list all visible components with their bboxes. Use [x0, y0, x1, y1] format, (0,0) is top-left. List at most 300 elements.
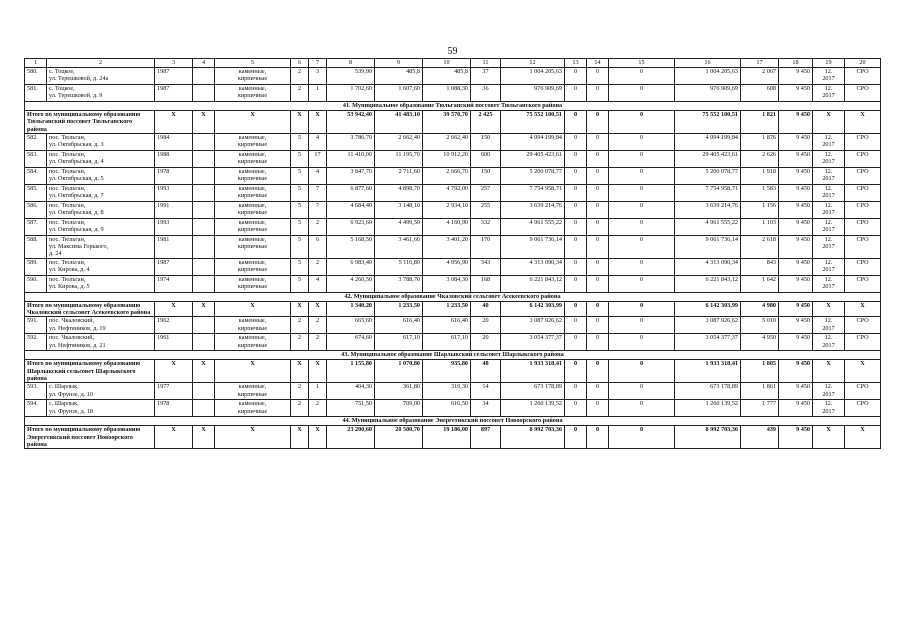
data-value: 0 [609, 218, 675, 235]
total-value: X [291, 360, 309, 383]
data-value: 0 [565, 235, 587, 258]
repair-deadline [813, 201, 845, 218]
total-label: Итого по муниципальному образованию Шарлыкский сельсовет Шарлыкского района [25, 360, 155, 383]
repair-deadline-line2: 2017 [822, 75, 835, 83]
wall-material [215, 235, 291, 258]
address-line2: ул. Октябрьская, д. 9 [49, 226, 104, 234]
address-line1: пос. Тюльган, [49, 201, 86, 209]
repair-deadline [813, 184, 845, 201]
row-number: 582. [25, 133, 47, 150]
data-value: 5 [291, 184, 309, 201]
column-number: 1 [25, 59, 47, 68]
total-value: 9 450 [779, 111, 813, 134]
wall-material [215, 383, 291, 400]
data-value: 4 313 090,34 [675, 258, 741, 275]
data-value: 7 754 958,71 [675, 184, 741, 201]
repair-deadline-line2: 2017 [822, 266, 835, 274]
data-value: 3 639 214,76 [675, 201, 741, 218]
data-value: 0 [565, 85, 587, 102]
repair-deadline [813, 317, 845, 334]
data-value: 2 [291, 85, 309, 102]
total-value: 935,80 [423, 360, 471, 383]
wall-material [215, 150, 291, 167]
data-value: 3 054 377,37 [501, 334, 565, 351]
repair-deadline-line1: 12. [824, 184, 833, 192]
data-value: 5 [291, 258, 309, 275]
repair-deadline-line2: 2017 [822, 175, 835, 183]
wall-material-line1: каменные, [238, 68, 267, 75]
data-value: 3 148,10 [375, 201, 423, 218]
total-value: 1 070,80 [375, 360, 423, 383]
address [47, 218, 155, 235]
address [47, 258, 155, 275]
data-value: 2 934,10 [423, 201, 471, 218]
data-value: 1 [309, 85, 327, 102]
section-title: 41. Муниципальное образование Тюльганский поссовет Тюльганского района [25, 102, 881, 111]
wall-material [215, 334, 291, 351]
data-value: 3 786,70 [327, 133, 375, 150]
data-value: 332 [471, 218, 501, 235]
column-number-row [25, 59, 881, 68]
address [47, 334, 155, 351]
column-number: 17 [741, 59, 779, 68]
data-value: 17 [309, 150, 327, 167]
repair-deadline [813, 400, 845, 417]
data-value: 0 [609, 275, 675, 292]
data-value: 1 918 [741, 167, 779, 184]
address-line1: с. Тоцкое, [49, 85, 75, 92]
repair-deadline-line1: 12. [824, 275, 833, 283]
data-value: 616,40 [375, 317, 423, 334]
data-value: 6 923,60 [327, 218, 375, 235]
year-built: 1988 [155, 150, 193, 167]
repair-method: СРО [845, 400, 881, 417]
wall-material-line1: каменные, [238, 150, 267, 158]
data-value: 0 [609, 150, 675, 167]
data-value: 539,90 [327, 68, 375, 85]
data-value: 9 450 [779, 184, 813, 201]
address-line2: ул. Октябрьская, д. 5 [49, 175, 104, 183]
column-number: 11 [471, 59, 501, 68]
data-value: 1 004 205,63 [675, 68, 741, 85]
address-line: пос. Тюльган, [49, 235, 86, 243]
column-number: 20 [845, 59, 881, 68]
address-line2: ул. Терешковой, д. 9 [49, 92, 103, 100]
year-built: 1984 [155, 133, 193, 150]
data-value: 1 583 [741, 184, 779, 201]
address-line1: пос. Тюльган, [49, 150, 86, 158]
data-value: 5 010 [741, 317, 779, 334]
address-line2: ул. Фрунзе, д. 10 [49, 390, 94, 398]
wall-material [215, 184, 291, 201]
year-built: 1978 [155, 167, 193, 184]
total-value: X [813, 111, 845, 134]
year-commissioned [193, 218, 215, 235]
data-value: 9 450 [779, 150, 813, 167]
section-header-row [25, 102, 881, 111]
repair-deadline-line2: 2017 [822, 158, 835, 166]
total-label: Итого по муниципальному образованию Чкаловский сельсовет Асекеевского района [25, 301, 155, 317]
address-line: д. 24 [49, 250, 62, 258]
wall-material-line1: каменные, [238, 201, 267, 209]
repair-deadline [813, 218, 845, 235]
data-value: 10 912,20 [423, 150, 471, 167]
repair-deadline-line1: 12. [824, 383, 833, 391]
data-value: 1 876 [741, 133, 779, 150]
data-value: 5 [291, 133, 309, 150]
column-number: 13 [565, 59, 587, 68]
data-value: 3 401,20 [423, 235, 471, 258]
data-value: 9 061 736,14 [501, 235, 565, 258]
data-value: 29 405 423,61 [501, 150, 565, 167]
wall-material [215, 275, 291, 292]
data-value: 3 847,70 [327, 167, 375, 184]
section-title: 42. Муниципальное образование Чкаловский сельсовет Асекеевского района [25, 292, 881, 301]
data-value: 0 [565, 334, 587, 351]
data-value: 0 [609, 133, 675, 150]
address-line1: пос. Тюльган, [49, 258, 86, 266]
data-value: 0 [565, 275, 587, 292]
wall-material-line2: кирпичные [237, 75, 268, 83]
year-built: 1961 [155, 334, 193, 351]
address [47, 317, 155, 334]
total-value: 1 340,20 [327, 301, 375, 317]
wall-material-line2: кирпичные [237, 92, 268, 100]
row-number: 586. [25, 201, 47, 218]
data-value: 4 898,70 [375, 184, 423, 201]
data-value: 168 [471, 275, 501, 292]
data-value: 5 [291, 275, 309, 292]
total-value: 23 200,60 [327, 426, 375, 449]
address-line2: ул. Фрунзе, д. 18 [49, 407, 94, 415]
wall-material [215, 201, 291, 218]
repair-deadline-line1: 12. [824, 150, 833, 158]
data-value: 0 [565, 218, 587, 235]
repair-deadline-line2: 2017 [822, 92, 835, 100]
address [47, 184, 155, 201]
data-value: 2 [309, 258, 327, 275]
data-value: 4 260,50 [327, 275, 375, 292]
wall-material-line1: каменные, [238, 334, 267, 342]
data-value: 34 [471, 400, 501, 417]
total-value: 48 [471, 360, 501, 383]
total-value: 41 483,10 [375, 111, 423, 134]
repair-method: СРО [845, 317, 881, 334]
row-number: 588. [25, 235, 47, 258]
year-commissioned [193, 150, 215, 167]
repair-method: СРО [845, 150, 881, 167]
data-value: 1 607,60 [375, 85, 423, 102]
column-number: 15 [609, 59, 675, 68]
wall-material-line2: кирпичные [237, 175, 268, 183]
building-row [25, 150, 881, 167]
data-value: 36 [471, 85, 501, 102]
data-value: 0 [565, 201, 587, 218]
repair-deadline [813, 334, 845, 351]
total-value: 8 992 703,36 [501, 426, 565, 449]
data-value: 4 950 [741, 334, 779, 351]
year-commissioned [193, 317, 215, 334]
year-commissioned [193, 275, 215, 292]
housing-register-table [24, 58, 881, 449]
wall-material-line1: каменные, [238, 133, 267, 141]
data-value: 9 450 [779, 275, 813, 292]
repair-deadline-line2: 2017 [822, 324, 835, 332]
data-value: 616,40 [423, 317, 471, 334]
data-value: 3 [309, 68, 327, 85]
wall-material-line1: каменные, [238, 383, 267, 391]
data-value: 3 639 214,76 [501, 201, 565, 218]
data-value: 7 754 958,71 [501, 184, 565, 201]
data-value: 20 [471, 334, 501, 351]
address-line2: ул. Терешковой, д. 24а [49, 75, 109, 83]
data-value: 616,50 [423, 400, 471, 417]
wall-material-line2: кирпичные [237, 341, 268, 349]
wall-material-line2: кирпичные [237, 158, 268, 166]
total-value: 1 933 318,41 [675, 360, 741, 383]
address-line1: пос. Тюльган, [49, 133, 86, 141]
data-value: 4 956,90 [423, 258, 471, 275]
data-value: 170 [471, 235, 501, 258]
repair-method: СРО [845, 258, 881, 275]
year-built: 1981 [155, 235, 193, 258]
total-value: 1 933 318,41 [501, 360, 565, 383]
data-value: 1 702,60 [327, 85, 375, 102]
wall-material-line2: кирпичные [237, 390, 268, 398]
wall-material-line2: кирпичные [237, 226, 268, 234]
total-value: X [813, 426, 845, 449]
data-value: 9 450 [779, 383, 813, 400]
column-number: 14 [587, 59, 609, 68]
data-value: 0 [609, 400, 675, 417]
year-commissioned [193, 258, 215, 275]
total-value: X [155, 301, 193, 317]
address-line1: пос. Чкаловский, [49, 317, 95, 325]
repair-deadline-line1: 12. [824, 317, 833, 325]
data-value: 843 [741, 258, 779, 275]
data-value: 255 [471, 201, 501, 218]
address-line: ул. Максима Горького, [49, 243, 109, 251]
data-value: 2 [309, 400, 327, 417]
repair-deadline-line2: 2017 [822, 283, 835, 291]
data-value: 0 [609, 258, 675, 275]
total-value: 4 980 [741, 301, 779, 317]
wall-material-line1: каменные, [238, 218, 267, 226]
data-value: 5 [291, 235, 309, 258]
data-value: 0 [609, 68, 675, 85]
repair-method: СРО [845, 85, 881, 102]
repair-deadline-line1: 12. [824, 68, 833, 75]
data-value: 4 [309, 275, 327, 292]
data-value: 2 [291, 317, 309, 334]
repair-deadline-line2: 2017 [822, 243, 835, 251]
wall-material-line2: кирпичные [237, 209, 268, 217]
wall-material [215, 400, 291, 417]
data-value: 2 [291, 400, 309, 417]
total-value: 1 155,80 [327, 360, 375, 383]
data-value: 0 [609, 167, 675, 184]
repair-method: СРО [845, 235, 881, 258]
total-value: 0 [609, 301, 675, 317]
building-row [25, 184, 881, 201]
year-commissioned [193, 133, 215, 150]
total-value: X [215, 301, 291, 317]
data-value: 1 004 205,63 [501, 68, 565, 85]
wall-material-line1: каменные, [238, 258, 267, 266]
data-value: 2 [309, 218, 327, 235]
total-value: 19 186,00 [423, 426, 471, 449]
total-value: X [291, 111, 309, 134]
data-value: 4 792,00 [423, 184, 471, 201]
address [47, 383, 155, 400]
data-value: 5 [291, 167, 309, 184]
year-commissioned [193, 235, 215, 258]
data-value: 617,10 [423, 334, 471, 351]
total-value: X [215, 111, 291, 134]
column-number: 6 [291, 59, 309, 68]
total-value: 0 [587, 301, 609, 317]
wall-material [215, 167, 291, 184]
data-value: 5 168,50 [327, 235, 375, 258]
data-value: 5 200 078,77 [501, 167, 565, 184]
data-value: 976 909,69 [675, 85, 741, 102]
data-value: 1 260 139,52 [675, 400, 741, 417]
data-value: 2 [309, 317, 327, 334]
repair-deadline [813, 150, 845, 167]
column-number: 9 [375, 59, 423, 68]
building-row [25, 258, 881, 275]
total-label: Итого по муниципальному образованию Тюльганский поссовет Тюльганского района [25, 111, 155, 134]
address-line2: ул. Нефтяников, д. 19 [49, 324, 106, 332]
data-value: 5 [291, 201, 309, 218]
row-number: 585. [25, 184, 47, 201]
year-commissioned [193, 85, 215, 102]
wall-material-line2: кирпичные [237, 407, 268, 415]
row-number: 580. [25, 68, 47, 85]
row-number: 589. [25, 258, 47, 275]
data-value: 6 [309, 235, 327, 258]
repair-deadline [813, 258, 845, 275]
data-value: 0 [565, 258, 587, 275]
data-value: 608 [741, 85, 779, 102]
data-value: 485,8 [423, 68, 471, 85]
year-built: 1993 [155, 218, 193, 235]
data-value: 9 450 [779, 133, 813, 150]
data-value: 37 [471, 68, 501, 85]
year-built: 1977 [155, 383, 193, 400]
data-value: 9 450 [779, 218, 813, 235]
repair-deadline [813, 85, 845, 102]
total-value: 0 [565, 426, 587, 449]
data-value: 485,8 [375, 68, 423, 85]
address-line2: ул. Кирова, д. 4 [49, 266, 90, 274]
wall-material-line2: кирпичные [237, 324, 268, 332]
total-value: X [309, 301, 327, 317]
data-value: 1 088,30 [423, 85, 471, 102]
total-value: 2 425 [471, 111, 501, 134]
data-value: 673 178,89 [675, 383, 741, 400]
data-value: 6 877,60 [327, 184, 375, 201]
data-value: 0 [587, 85, 609, 102]
data-value: 674,60 [327, 334, 375, 351]
data-value: 0 [587, 400, 609, 417]
wall-material-line1: каменные, [238, 167, 267, 175]
repair-method: СРО [845, 133, 881, 150]
year-built: 1991 [155, 201, 193, 218]
column-number: 12 [501, 59, 565, 68]
total-value: 9 450 [779, 301, 813, 317]
column-number: 19 [813, 59, 845, 68]
address-line2: ул. Кирова, д. 5 [49, 283, 90, 291]
data-value: 1 103 [741, 218, 779, 235]
building-row [25, 275, 881, 292]
data-value: 2 [291, 383, 309, 400]
wall-material [215, 317, 291, 334]
data-value: 1 642 [741, 275, 779, 292]
total-value: 0 [609, 111, 675, 134]
repair-deadline-line1: 12. [824, 400, 833, 408]
data-value: 5 [291, 150, 309, 167]
data-value: 9 450 [779, 68, 813, 85]
data-value: 2 [291, 334, 309, 351]
data-value: 9 450 [779, 258, 813, 275]
data-value: 3 087 926,62 [501, 317, 565, 334]
repair-deadline-line1: 12. [824, 133, 833, 141]
total-value: 0 [565, 360, 587, 383]
data-value: 6 221 843,12 [501, 275, 565, 292]
total-value: X [309, 111, 327, 134]
column-number: 10 [423, 59, 471, 68]
data-value: 0 [609, 184, 675, 201]
total-value: 0 [609, 426, 675, 449]
data-value: 4 994 199,84 [501, 133, 565, 150]
data-value: 0 [609, 85, 675, 102]
building-row [25, 334, 881, 351]
data-value: 0 [587, 150, 609, 167]
building-row [25, 235, 881, 258]
total-value: X [291, 426, 309, 449]
total-value: 0 [587, 111, 609, 134]
repair-deadline-line1: 12. [824, 201, 833, 209]
address [47, 201, 155, 218]
address-line2: ул. Октябрьская, д. 3 [49, 141, 104, 149]
total-value: X [193, 301, 215, 317]
repair-method: СРО [845, 68, 881, 85]
total-value: 9 450 [779, 426, 813, 449]
data-value: 6 221 843,12 [675, 275, 741, 292]
total-value: 1 821 [741, 111, 779, 134]
repair-deadline [813, 68, 845, 85]
total-value: 0 [609, 360, 675, 383]
repair-method: СРО [845, 167, 881, 184]
data-value: 0 [587, 133, 609, 150]
data-value: 0 [565, 167, 587, 184]
data-value: 751,50 [327, 400, 375, 417]
year-commissioned [193, 68, 215, 85]
data-value: 9 450 [779, 334, 813, 351]
data-value: 0 [565, 133, 587, 150]
total-value: 1 233,50 [375, 301, 423, 317]
repair-deadline [813, 133, 845, 150]
year-built: 1974 [155, 275, 193, 292]
row-number: 583. [25, 150, 47, 167]
data-value: 5 200 078,77 [675, 167, 741, 184]
data-value: 0 [587, 275, 609, 292]
data-value: 9 450 [779, 317, 813, 334]
section-header-row [25, 417, 881, 426]
data-value: 1 [309, 383, 327, 400]
address [47, 235, 155, 258]
